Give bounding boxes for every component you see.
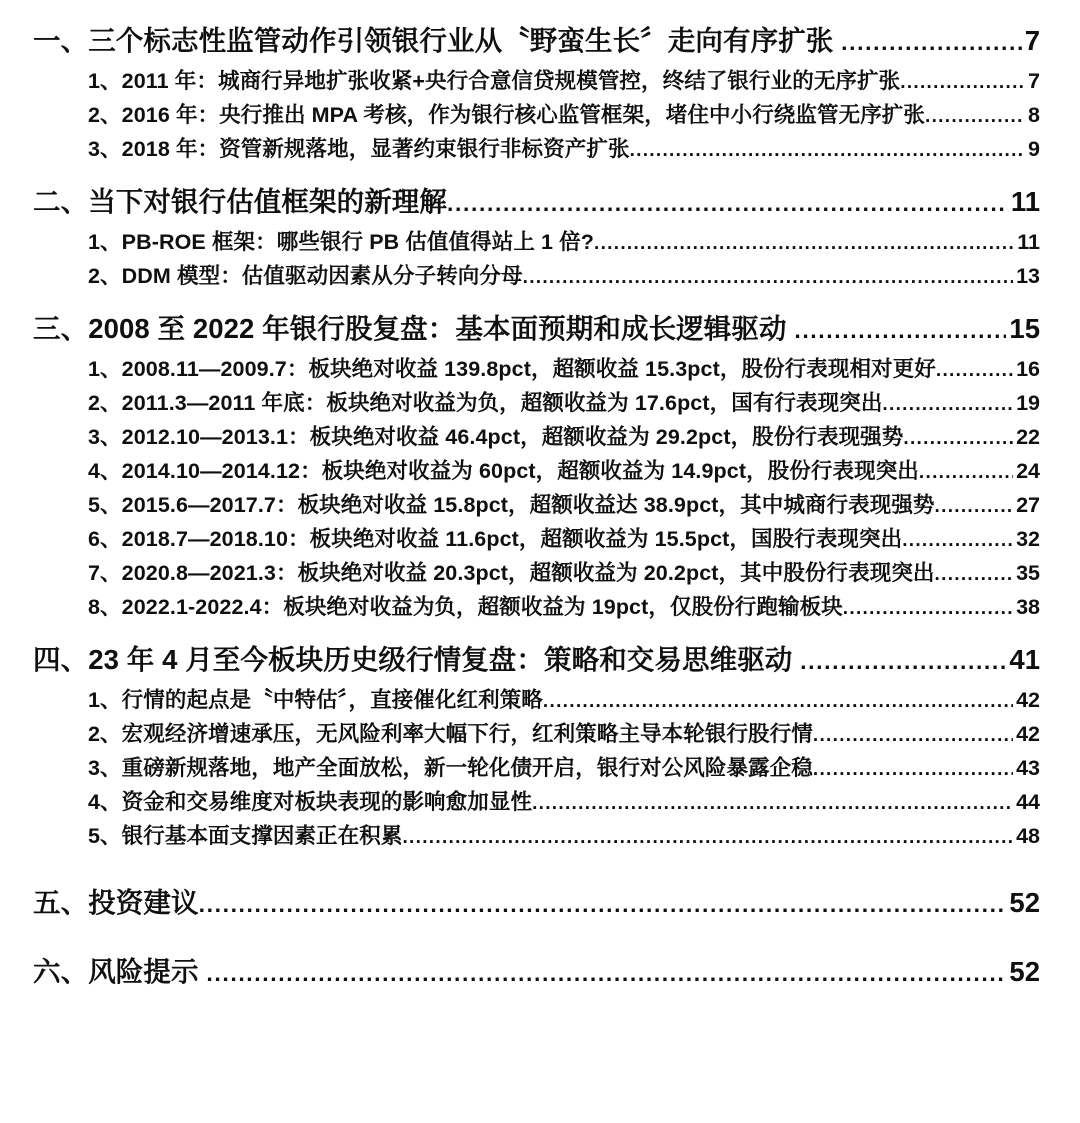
- dot-leader: [843, 597, 1013, 619]
- dot-leader: [813, 724, 1013, 746]
- dot-leader: [903, 427, 1013, 449]
- dot-leader: [900, 71, 1025, 93]
- spacer: [33, 930, 1040, 945]
- spacer: [33, 847, 1040, 861]
- toc-subitem-label: 6、2018.7—2018.10：板块绝对收益 11.6pct，超额收益为 15.5pct，国股行表现突出: [88, 526, 903, 551]
- dot-leader: [882, 393, 1013, 415]
- dot-leader: [936, 359, 1013, 381]
- dot-leader: [800, 646, 1006, 674]
- toc-page-number[interactable]: 15: [1009, 312, 1040, 344]
- toc-page-number[interactable]: 41: [1009, 643, 1040, 675]
- toc-page-number[interactable]: 52: [1009, 955, 1040, 987]
- toc-page-number[interactable]: 42: [1016, 687, 1040, 712]
- toc-subitem[interactable]: [88, 484, 1040, 516]
- toc-page-number[interactable]: 9: [1028, 136, 1040, 161]
- dot-leader: [919, 461, 1013, 483]
- toc-subitem[interactable]: [88, 221, 1040, 253]
- toc-section-title: [33, 24, 841, 56]
- toc-subitem-label: 2、2016 年：央行推出 MPA 考核，作为银行核心监管框架，堵住中小行绕监管无序扩张: [88, 102, 925, 127]
- toc-subitem-label: 1、2011 年：城商行异地扩张收紧+央行合意信贷规模管控，终结了银行业的无序扩张: [88, 68, 901, 93]
- toc-page-number[interactable]: 38: [1016, 594, 1040, 619]
- spacer: [33, 160, 1040, 175]
- toc-page-number[interactable]: 13: [1016, 263, 1040, 288]
- toc-subitem-label: 2、2011.3—2011 年底：板块绝对收益为负，超额收益为 17.6pct，国有行表现突出: [88, 390, 883, 415]
- toc-section-heading[interactable]: [33, 175, 1040, 215]
- toc-subitem[interactable]: [88, 128, 1040, 160]
- toc-subitem[interactable]: [88, 382, 1040, 414]
- dot-leader: [813, 758, 1013, 780]
- toc-subitem[interactable]: [88, 416, 1040, 448]
- toc-section-number: 三、: [33, 312, 89, 344]
- dot-leader: [935, 495, 1014, 517]
- toc-page-number[interactable]: 11: [1010, 185, 1040, 217]
- toc-page-number[interactable]: 43: [1016, 755, 1040, 780]
- spacer: [33, 287, 1040, 302]
- toc-subitem[interactable]: [88, 586, 1040, 618]
- toc-section-title: [33, 312, 794, 344]
- toc-subitem[interactable]: [88, 60, 1040, 92]
- toc-page-number[interactable]: 24: [1016, 458, 1040, 483]
- toc-subitem-label: 8、2022.1-2022.4：板块绝对收益为负，超额收益为 19pct，仅股份行跑输板块: [88, 594, 843, 619]
- toc-section-heading[interactable]: [33, 14, 1040, 54]
- toc-subitem[interactable]: [88, 255, 1040, 287]
- dot-leader: [794, 315, 1006, 343]
- toc-subitem-label: 2、宏观经济增速承压，无风险利率大幅下行，红利策略主导本轮银行股行情: [88, 721, 813, 746]
- toc-subitem[interactable]: [88, 747, 1040, 779]
- toc-subitem-label: 1、PB-ROE 框架：哪些银行 PB 估值值得站上 1 倍?: [88, 229, 594, 254]
- toc-subitem[interactable]: [88, 450, 1040, 482]
- toc-page-number[interactable]: 7: [1024, 24, 1040, 56]
- toc-section-title: [33, 886, 199, 918]
- dot-leader: [594, 232, 1014, 254]
- toc-subitem[interactable]: [88, 94, 1040, 126]
- toc-section-title-text: 23 年 4 月至今板块历史级行情复盘：策略和交易思维驱动: [88, 643, 793, 675]
- toc-subitem-label: 4、资金和交易维度对板块表现的影响愈加显性: [88, 789, 533, 814]
- toc-section-title: [33, 185, 448, 217]
- toc-section-title-text: 投资建议: [88, 886, 199, 918]
- toc-section-title-text: 风险提示: [88, 955, 199, 987]
- toc-section-heading[interactable]: [33, 302, 1040, 342]
- toc-subitem-label: 4、2014.10—2014.12：板块绝对收益为 60pct，超额收益为 14.9pct，股份行表现突出: [88, 458, 919, 483]
- toc-page-number[interactable]: 44: [1016, 789, 1040, 814]
- toc-subitem[interactable]: [88, 781, 1040, 813]
- dot-leader: [902, 529, 1013, 551]
- toc-subitem-label: 2、DDM 模型：估值驱动因素从分子转向分母: [88, 263, 523, 288]
- toc-page-number[interactable]: 52: [1009, 886, 1040, 918]
- toc-subitem-label: 5、银行基本面支撑因素正在积累: [88, 823, 403, 848]
- toc-page-number[interactable]: 32: [1016, 526, 1040, 551]
- dot-leader: [206, 958, 1006, 986]
- toc-subitem-label: 1、2008.11—2009.7：板块绝对收益 139.8pct，超额收益 15.3pct，股份行表现相对更好: [88, 356, 936, 381]
- toc-section-title-text: 三个标志性监管动作引领银行业从〝野蛮生长〞走向有序扩张: [88, 24, 834, 56]
- toc-section-title: [33, 955, 206, 987]
- dot-leader: [199, 889, 1007, 917]
- toc-subitem[interactable]: [88, 348, 1040, 380]
- spacer: [33, 618, 1040, 633]
- dot-leader: [935, 563, 1014, 585]
- toc-section-number: 一、: [33, 24, 89, 56]
- toc-subitem-label: 1、行情的起点是〝中特估〞，直接催化红利策略: [88, 687, 543, 712]
- spacer: [33, 916, 1040, 930]
- dot-leader: [447, 188, 1008, 216]
- dot-leader: [402, 826, 1013, 848]
- toc-subitem[interactable]: [88, 552, 1040, 584]
- toc-section-number: 二、: [33, 185, 89, 217]
- dot-leader: [523, 266, 1013, 288]
- toc-subitem-label: 3、2012.10—2013.1：板块绝对收益 46.4pct，超额收益为 29.2pct，股份行表现强势: [88, 424, 904, 449]
- dot-leader: [925, 105, 1025, 127]
- toc-subitem[interactable]: [88, 679, 1040, 711]
- toc-subitem[interactable]: [88, 815, 1040, 847]
- toc-subitem[interactable]: [88, 518, 1040, 550]
- toc-section-number: 四、: [33, 643, 89, 675]
- toc-section-title-text: 2008 至 2022 年银行股复盘：基本面预期和成长逻辑驱动: [88, 312, 787, 344]
- toc-section-number: 五、: [33, 886, 89, 918]
- toc-page-number[interactable]: 19: [1016, 390, 1040, 415]
- toc-section-title-text: 当下对银行估值框架的新理解: [88, 185, 448, 217]
- toc-page-number[interactable]: 11: [1017, 229, 1040, 254]
- dot-leader: [543, 690, 1013, 712]
- toc-page-number[interactable]: 48: [1016, 823, 1040, 848]
- toc-section-title: [33, 643, 800, 675]
- toc-section-heading[interactable]: [33, 876, 1040, 916]
- toc-subitem-label: 5、2015.6—2017.7：板块绝对收益 15.8pct，超额收益达 38.9pct，其中城商行表现强势: [88, 492, 935, 517]
- spacer: [33, 861, 1040, 876]
- dot-leader: [532, 792, 1013, 814]
- toc-page-number[interactable]: 7: [1028, 68, 1040, 93]
- toc-page-number[interactable]: 35: [1016, 560, 1040, 585]
- toc-page-number[interactable]: 42: [1016, 721, 1040, 746]
- dot-leader: [630, 139, 1025, 161]
- toc-section-number: 六、: [33, 955, 89, 987]
- dot-leader: [841, 27, 1022, 55]
- toc-page-number[interactable]: 22: [1016, 424, 1040, 449]
- toc-subitem-label: 3、重磅新规落地，地产全面放松，新一轮化债开启，银行对公风险暴露企稳: [88, 755, 813, 780]
- toc-subitem-label: 7、2020.8—2021.3：板块绝对收益 20.3pct，超额收益为 20.2pct，其中股份行表现突出: [88, 560, 935, 585]
- toc-section-heading[interactable]: [33, 945, 1040, 985]
- toc-section-heading[interactable]: [33, 633, 1040, 673]
- toc-page-number[interactable]: 27: [1016, 492, 1040, 517]
- toc-page-number[interactable]: 16: [1016, 356, 1040, 381]
- toc-subitem-label: 3、2018 年：资管新规落地，显著约束银行非标资产扩张: [88, 136, 630, 161]
- toc-subitem[interactable]: [88, 713, 1040, 745]
- toc-page-number[interactable]: 8: [1028, 102, 1040, 127]
